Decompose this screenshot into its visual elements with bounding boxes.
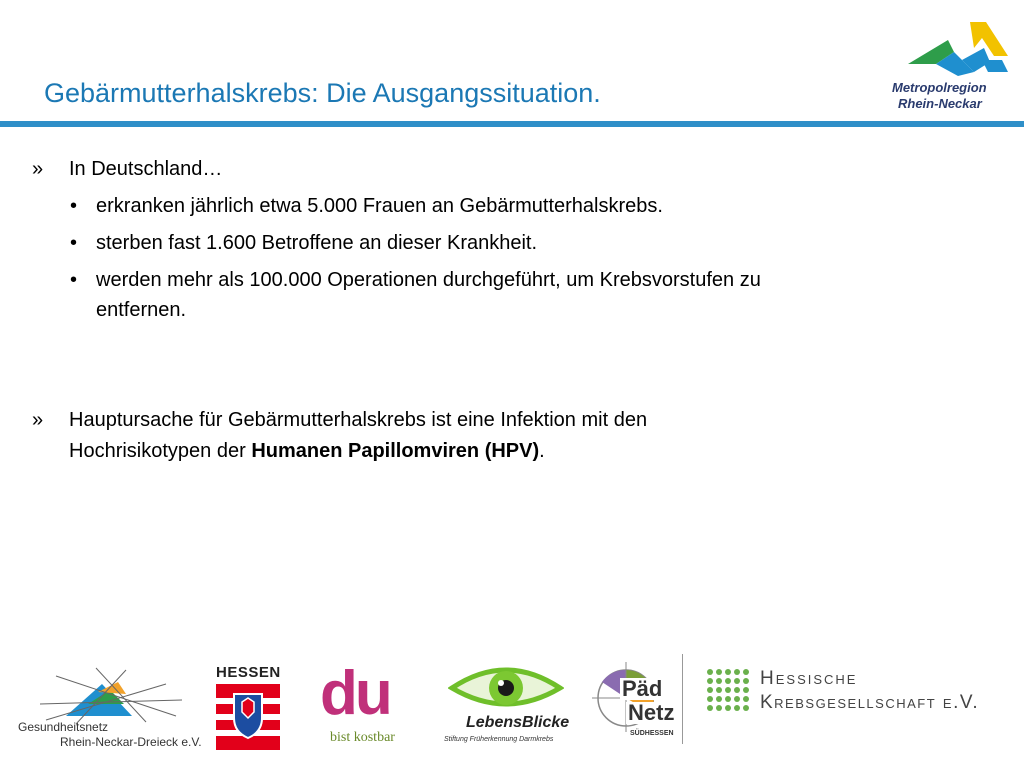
hessen-label: HESSEN bbox=[216, 664, 281, 681]
sub-bullet-marker: • bbox=[70, 269, 78, 291]
du-bist-kostbar-logo bbox=[314, 659, 414, 754]
metropolregion-logo bbox=[890, 20, 1014, 115]
bullet-text-end: . bbox=[539, 440, 545, 462]
paednetz-line-2: Netz bbox=[628, 700, 675, 725]
hessen-logo bbox=[212, 664, 286, 754]
gesundheitsnetz-logo bbox=[14, 664, 202, 754]
bullet-text-bold: Humanen Papillomviren (HPV) bbox=[251, 440, 540, 462]
paednetz-logo bbox=[590, 654, 686, 754]
du-wordmark: du bbox=[320, 659, 390, 728]
logo-line-1: Metropolregion bbox=[892, 80, 987, 95]
lebensblicke-subtitle: Stiftung Früherkennung Darmkrebs bbox=[444, 736, 554, 743]
bullet-text-line-1: Hauptursache für Gebärmutterhalskrebs ist eine Infektion mit den bbox=[69, 409, 648, 431]
dot-grid-icon bbox=[706, 668, 750, 712]
logo-line-2: Rhein-Neckar bbox=[898, 96, 982, 111]
title-divider bbox=[0, 121, 1024, 127]
hkg-line-1: Hessische bbox=[760, 668, 858, 689]
partner-logos bbox=[0, 650, 1024, 760]
sub-bullet-text: erkranken jährlich etwa 5.000 Frauen an Gebärmutterhalskrebs. bbox=[96, 195, 663, 217]
sub-bullet-marker: • bbox=[70, 232, 78, 254]
gesundheitsnetz-line-2: Rhein-Neckar-Dreieck e.V. bbox=[60, 735, 202, 749]
lebensblicke-wordmark: LebensBlicke bbox=[466, 714, 570, 731]
logo-separator bbox=[682, 654, 683, 744]
hessische-krebsgesellschaft-logo bbox=[706, 668, 1020, 728]
sub-bullet-text: sterben fast 1.600 Betroffene an dieser Krankheit. bbox=[96, 232, 538, 254]
paednetz-subtitle: SÜDHESSEN bbox=[630, 730, 674, 737]
bullet-marker: » bbox=[32, 158, 44, 180]
hessen-coat-of-arms-icon bbox=[216, 684, 280, 750]
sub-bullet-text-line-1: werden mehr als 100.000 Operationen durchgeführt, um Krebsvorstufen zu bbox=[96, 269, 761, 291]
sub-bullet-text-line-2: entfernen. bbox=[96, 299, 187, 321]
du-subtitle: bist kostbar bbox=[330, 730, 395, 745]
bullet-text-plain: Hochrisikotypen der bbox=[69, 440, 252, 462]
eye-icon bbox=[448, 658, 564, 716]
paednetz-line-1: Päd bbox=[622, 676, 663, 701]
network-lines-icon bbox=[36, 664, 186, 726]
lebensblicke-logo bbox=[440, 658, 570, 754]
bullet-marker: » bbox=[32, 409, 44, 431]
sub-bullet-marker: • bbox=[70, 195, 78, 217]
metropolregion-mark-icon bbox=[904, 20, 1014, 78]
bullet-text-line-2 bbox=[69, 436, 545, 466]
gesundheitsnetz-line-1: Gesundheitsnetz bbox=[18, 720, 109, 734]
hkg-line-2: Krebsgesellschaft e.V. bbox=[760, 692, 980, 713]
bullet-text: In Deutschland… bbox=[69, 158, 223, 180]
slide-title: Gebärmutterhalskrebs: Die Ausgangssituation. bbox=[44, 78, 601, 108]
